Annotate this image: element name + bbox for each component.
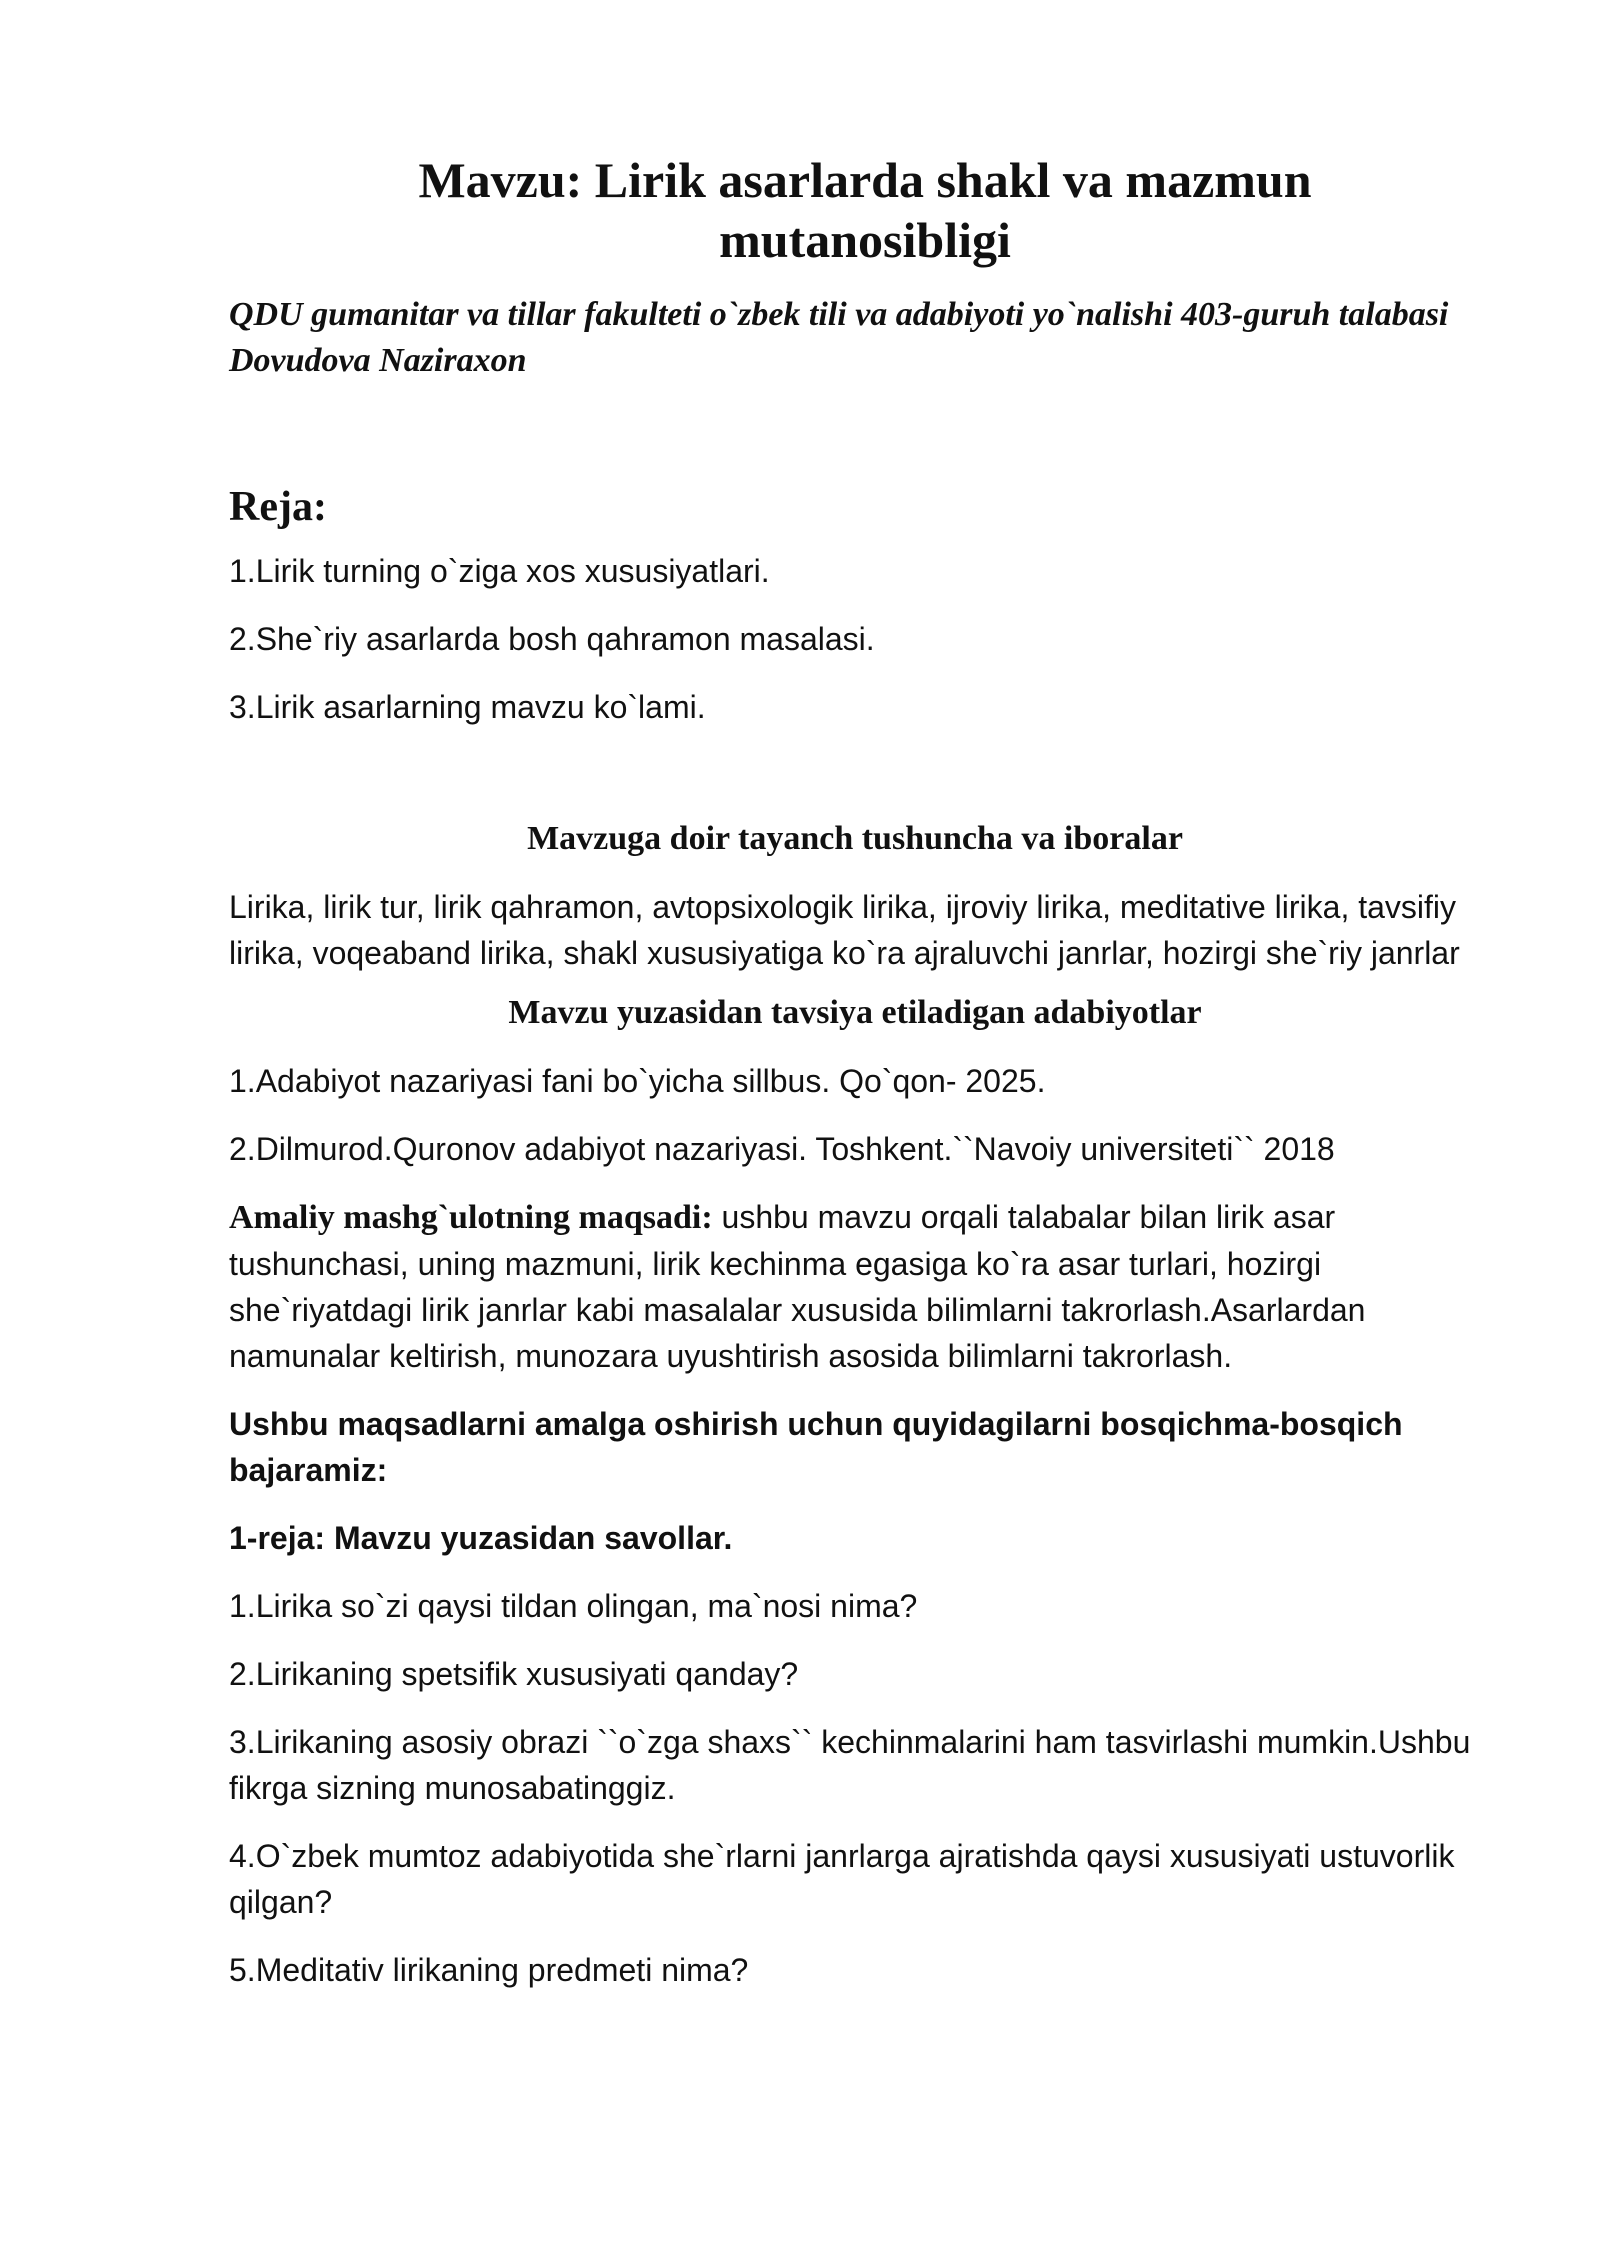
literature-item: 2.Dilmurod.Quronov adabiyot nazariyasi. Toshkent.``Navoiy universiteti`` 2018 <box>229 1131 1335 1167</box>
title-line-2: mutanosibligi <box>719 212 1011 268</box>
title-line-1: Mavzu: Lirik asarlarda shakl va mazmun <box>418 152 1312 208</box>
goal-text: ushbu mavzu orqali talabalar bilan lirik asar tushunchasi, uning mazmuni, lirik kechinma egasiga ko`ra asar turlari, hozirgi she`riyatdagi lirik janrlar kabi masalalar xususida bilimlarni takrorlash.Asarlardan namunalar keltirish, munozara uyushtirish asosida bilimlarni takrorlash. <box>229 1199 1366 1374</box>
question-item: 1.Lirika so`zi qaysi tildan olingan, ma`nosi nima? <box>229 1588 918 1624</box>
steps-intro: Ushbu maqsadlarni amalga oshirish uchun quyidagilarni bosqichma-bosqich bajaramiz: <box>229 1406 1403 1488</box>
question-item: 2.Lirikaning spetsifik xususiyati qanday? <box>229 1656 799 1692</box>
plan-item: 2.She`riy asarlarda bosh qahramon masalasi. <box>229 621 875 657</box>
step1-heading: 1-reja: Mavzu yuzasidan savollar. <box>229 1520 733 1556</box>
author-line: QDU gumanitar va tillar fakulteti o`zbek tili va adabiyoti yo`nalishi 403-guruh talabasi Dovudova Naziraxon <box>229 296 1449 379</box>
literature-item: 1.Adabiyot nazariyasi fani bo`yicha sillbus. Qo`qon- 2025. <box>229 1063 1046 1099</box>
keywords-heading: Mavzuga doir tayanch tushuncha va iboralar <box>527 820 1183 857</box>
plan-heading: Reja: <box>229 484 327 530</box>
plan-item: 3.Lirik asarlarning mavzu ko`lami. <box>229 689 706 725</box>
document-title <box>229 150 1481 270</box>
literature-heading: Mavzu yuzasidan tavsiya etiladigan adabiyotlar <box>508 994 1202 1031</box>
question-item: 5.Meditativ lirikaning predmeti nima? <box>229 1952 749 1988</box>
keywords-text: Lirika, lirik tur, lirik qahramon, avtopsixologik lirika, ijroviy lirika, meditative lirika, tavsifiy lirika, voqeaband lirika, shakl xususiyatiga ko`ra ajraluvchi janrlar, hozirgi she`riy janrlar <box>229 889 1460 971</box>
goal-paragraph <box>229 1194 1481 1379</box>
goal-label: Amaliy mashg`ulotning maqsadi: <box>229 1199 713 1236</box>
plan-item: 1.Lirik turning o`ziga xos xususiyatlari. <box>229 553 770 589</box>
question-item: 4.O`zbek mumtoz adabiyotida she`rlarni janrlarga ajratishda qaysi xususiyati ustuvorlik qilgan? <box>229 1838 1455 1920</box>
question-item: 3.Lirikaning asosiy obrazi ``o`zga shaxs`` kechinmalarini ham tasvirlashi mumkin.Ushbu fikrga sizning munosabatinggiz. <box>229 1724 1471 1806</box>
document-page <box>229 150 1481 2015</box>
